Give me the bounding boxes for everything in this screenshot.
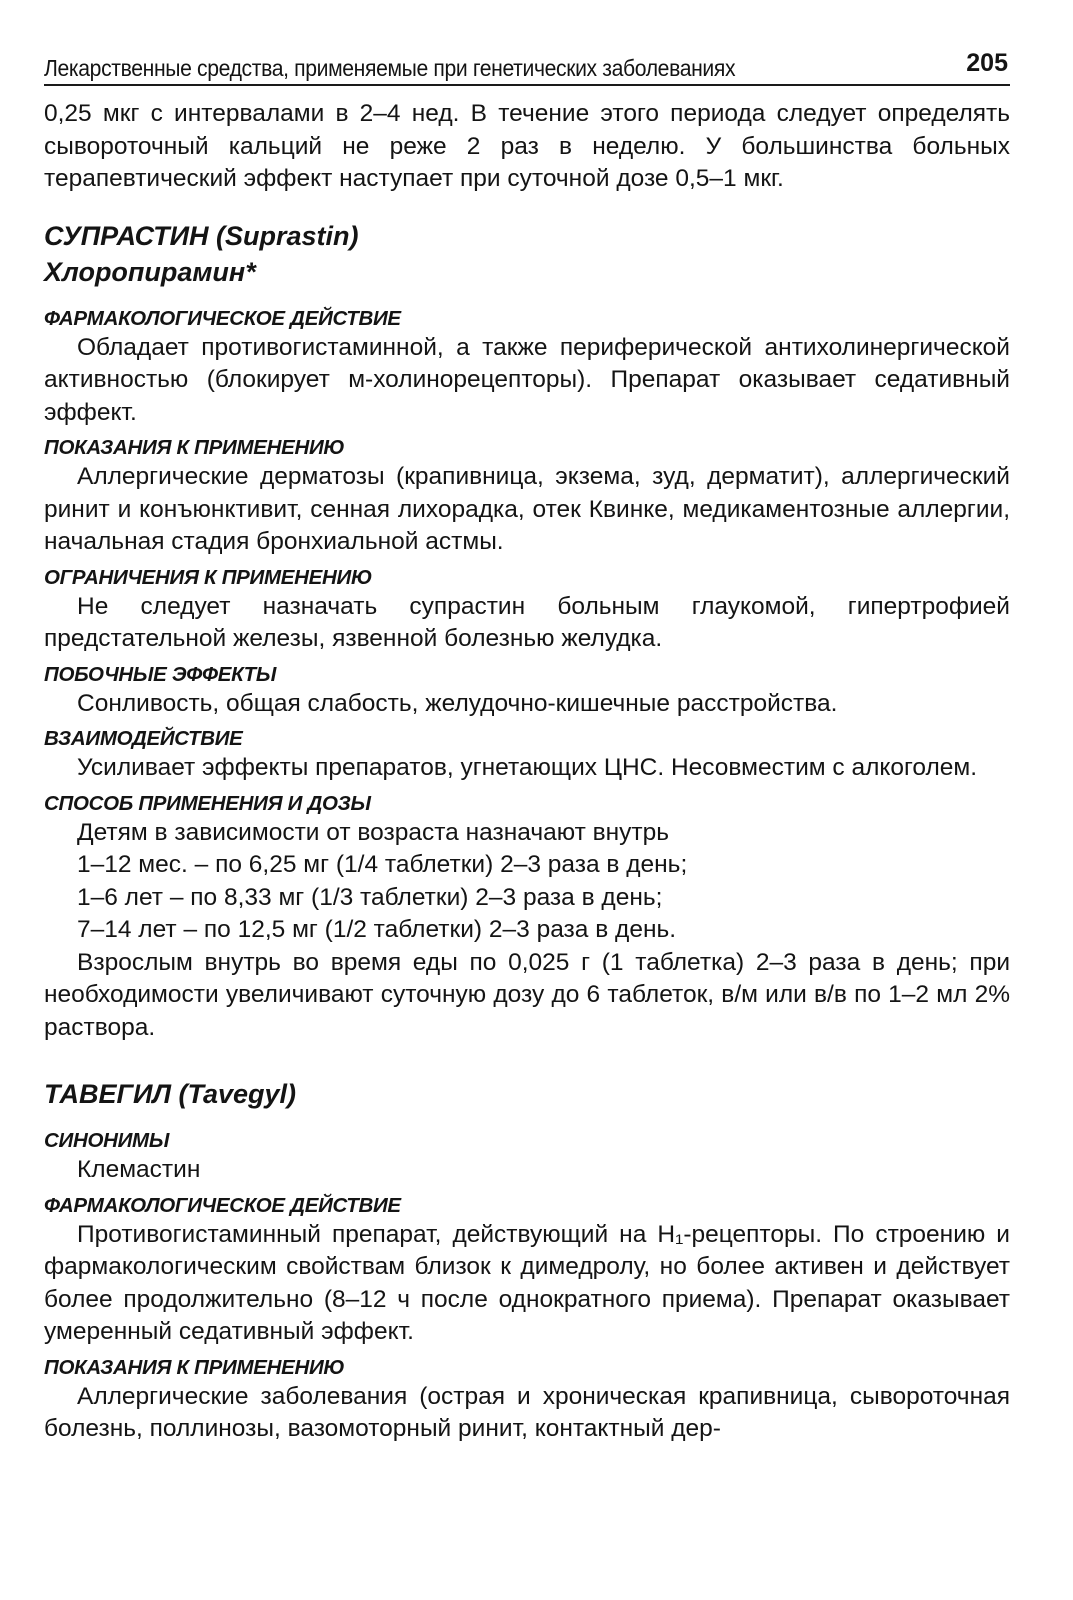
running-header [44, 42, 1010, 86]
page-number: 205 [966, 49, 1008, 77]
section-heading-side-effects: ПОБОЧНЫЕ ЭФФЕКТЫ [44, 662, 277, 686]
restrictions-text: Не следует назначать супрастин больным глаукомой, гипертрофией предстательной железы, язвенной болезнью желудка. [44, 592, 1010, 652]
dosage-line: 7–14 лет – по 12,5 мг (1/2 таблетки) 2–3 раза в день. [77, 916, 677, 943]
section-heading-synonyms: СИНОНИМЫ [44, 1129, 170, 1152]
pharm-action-text: Противогистаминный препарат, действующий на H₁-рецепторы. По строению и фармакологическим свойствам близок к димедролу, но более активен и действует более продолжительно (8–12 ч после однократного приема). Препарат оказывает умеренный седативный эффект. [44, 1220, 1010, 1345]
side-effects-text: Сонливость, общая слабость, желудочно-кишечные расстройства. [77, 689, 838, 717]
pharm-action-text: Обладает противогистаминной, а также периферической антихолинергической активностью (блокирует м-холинорецепторы). Препарат оказывает седативный эффект. [44, 333, 1010, 426]
dosage-adults-text: Взрослым внутрь во время еды по 0,025 г (1 таблетка) 2–3 раза в день; при необходимости увеличивают суточную дозу до 6 таблеток, в/м или в/в по 1–2 мл 2% раствора. [44, 948, 1010, 1041]
dosage-line: 1–6 лет – по 8,33 мг (1/3 таблетки) 2–3 раза в день; [77, 883, 663, 911]
indications-text: Аллергические дерматозы (крапивница, экзема, зуд, дерматит), аллергический ринит и конъюнктивит, сенная лихорадка, отек Квинке, медикаментозные аллергии, начальная стадия бронхиальной астмы. [44, 463, 1010, 555]
interaction-text: Усиливает эффекты препаратов, угнетающих ЦНС. Несовместим с алкоголем. [77, 754, 978, 781]
intro-paragraph: 0,25 мкг с интервалами в 2–4 нед. В течение этого периода следует определять сывороточный кальций не реже 2 раз в неделю. У большинства больных терапевтический эффект наступает при суточной дозе 0,5–1 мкг. [44, 100, 1010, 192]
book-page [44, 42, 1010, 1446]
section-heading-indications: ПОКАЗАНИЯ К ПРИМЕНЕНИЮ [44, 1355, 345, 1379]
drug-subtitle-chloropyramine: Хлоропирамин* [44, 256, 256, 287]
section-heading-restrictions: ОГРАНИЧЕНИЯ К ПРИМЕНЕНИЮ [44, 565, 373, 589]
drug-title-tavegil: ТАВЕГИЛ (Tavegyl) [44, 1079, 297, 1109]
section-heading-pharm-action: ФАРМАКОЛОГИЧЕСКОЕ ДЕЙСТВИЕ [44, 306, 401, 330]
section-heading-dosage: СПОСОБ ПРИМЕНЕНИЯ И ДОЗЫ [44, 791, 371, 815]
section-heading-indications: ПОКАЗАНИЯ К ПРИМЕНЕНИЮ [44, 436, 345, 459]
section-heading-pharm-action: ФАРМАКОЛОГИЧЕСКОЕ ДЕЙСТВИЕ [44, 1193, 401, 1217]
tavegil-entry [44, 1076, 1010, 1446]
indications-text: Аллергические заболевания (острая и хроническая крапивница, сывороточная болезнь, поллинозы, вазомоторный ринит, контактный дер- [44, 1382, 1010, 1442]
dosage-line: 1–12 мес. – по 6,25 мг (1/4 таблетки) 2–3 раза в день; [77, 851, 688, 878]
section-heading-interaction: ВЗАИМОДЕЙСТВИЕ [44, 727, 243, 750]
running-title: Лекарственные средства, применяемые при генетических заболеваниях [44, 55, 736, 81]
synonyms-text: Клемастин [77, 1156, 201, 1183]
dosage-intro: Детям в зависимости от возраста назначают внутрь [77, 818, 670, 846]
drug-title-suprastin: СУПРАСТИН (Suprastin) [44, 220, 359, 251]
suprastin-entry [44, 218, 1010, 1045]
